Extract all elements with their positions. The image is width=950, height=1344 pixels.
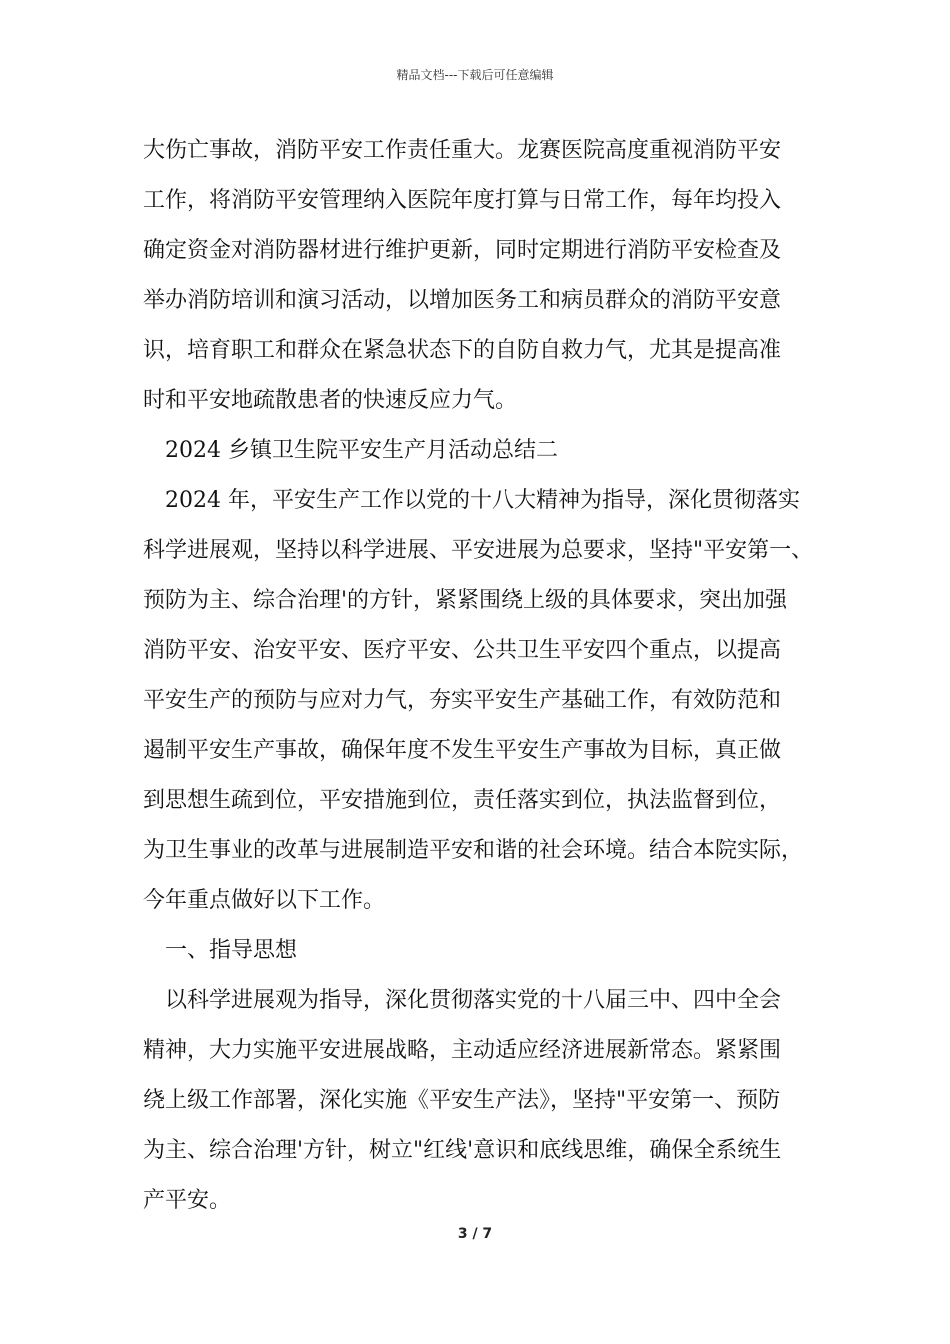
section-heading: 2024 乡镇卫生院平安生产月活动总结二 — [165, 438, 558, 463]
body-line: 为卫生事业的改革与进展制造平安和谐的社会环境。结合本院实际， — [143, 838, 804, 863]
body-line: 精神，大力实施平安进展战略，主动适应经济进展新常态。紧紧围 — [143, 1038, 782, 1063]
body-line: 2024 年，平安生产工作以党的十八大精神为指导，深化贯彻落实 — [165, 488, 800, 513]
body-line: 确定资金对消防器材进行维护更新，同时定期进行消防平安检查及 — [143, 238, 782, 263]
body-line: 今年重点做好以下工作。 — [143, 888, 386, 913]
body-line: 遏制平安生产事故，确保年度不发生平安生产事故为目标，真正做 — [143, 738, 782, 763]
body-line: 举办消防培训和演习活动，以增加医务工和病员群众的消防平安意 — [143, 288, 782, 313]
body-line: 绕上级工作部署，深化实施《平安生产法》，坚持"平安第一、预防 — [143, 1088, 781, 1113]
body-line: 科学进展观，坚持以科学进展、平安进展为总要求，坚持"平安第一、 — [143, 538, 814, 563]
body-line: 产平安。 — [143, 1188, 232, 1213]
body-line: 平安生产的预防与应对力气，夯实平安生产基础工作，有效防范和 — [143, 688, 782, 713]
body-line: 消防平安、治安平安、医疗平安、公共卫生平安四个重点，以提高 — [143, 638, 782, 663]
section-heading: 一、指导思想 — [165, 938, 298, 963]
body-line: 为主、综合治理'方针，树立"红线'意识和底线思维，确保全系统生 — [143, 1138, 782, 1163]
body-line: 识，培育职工和群众在紧急状态下的自防自救力气，尤其是提高准 — [143, 338, 782, 363]
body-line: 大伤亡事故，消防平安工作责任重大。龙赛医院高度重视消防平安 — [143, 138, 782, 163]
body-line: 预防为主、综合治理'的方针，紧紧围绕上级的具体要求，突出加强 — [143, 588, 788, 613]
document-body — [143, 126, 815, 1226]
body-line: 时和平安地疏散患者的快速反应力气。 — [143, 388, 518, 413]
body-line: 以科学进展观为指导，深化贯彻落实党的十八届三中、四中全会 — [165, 988, 782, 1013]
page-number: 3 / 7 — [457, 1226, 493, 1242]
page-header: 精品文档---下载后可任意编辑 — [396, 68, 554, 82]
body-line: 到思想生疏到位，平安措施到位，责任落实到位，执法监督到位， — [143, 788, 782, 813]
body-line: 工作，将消防平安管理纳入医院年度打算与日常工作，每年均投入 — [143, 188, 782, 213]
